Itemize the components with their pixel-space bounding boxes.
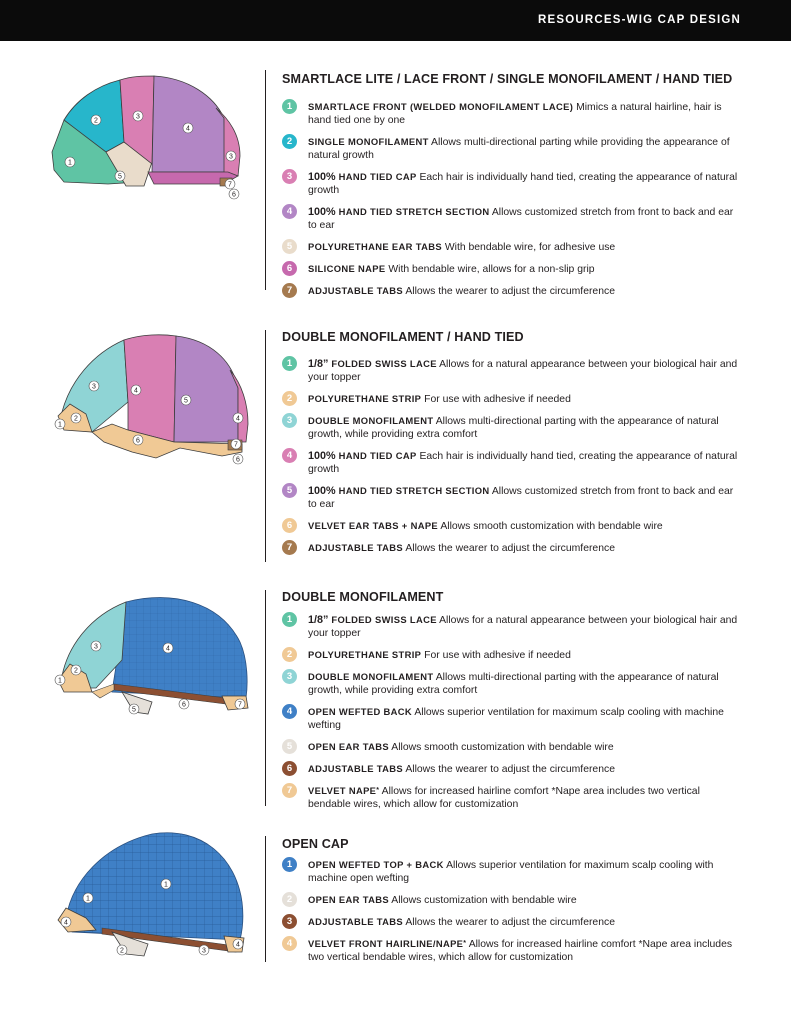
feature-description: Allows for a natural appearance between your biological hair and your topper — [308, 615, 738, 639]
svg-text:4: 4 — [166, 645, 170, 653]
feature-term-prefix: 1/8” — [308, 614, 329, 626]
feature-item — [282, 648, 742, 662]
feature-item — [282, 519, 742, 533]
feature-term: ADJUSTABLE TABS — [308, 285, 404, 296]
feature-term: VELVET EAR TABS + NAPE — [308, 520, 439, 531]
svg-text:3: 3 — [229, 153, 233, 161]
number-badge: 1 — [282, 857, 297, 872]
feature-item — [282, 784, 742, 811]
feature-description: Allows customization with bendable wire — [388, 895, 577, 906]
feature-term: FOLDED SWISS LACE — [328, 358, 437, 369]
feature-list — [282, 100, 742, 298]
number-badge: 4 — [282, 704, 297, 719]
number-badge: 2 — [282, 647, 297, 662]
feature-term: ADJUSTABLE TABS — [308, 916, 404, 927]
feature-description: Allows for increased hairline comfort *Nape area includes two vertical bendable wires, which allow for customization — [308, 786, 700, 810]
feature-item — [282, 205, 742, 232]
feature-item — [282, 135, 742, 162]
feature-item — [282, 893, 742, 907]
feature-description: Allows the wearer to adjust the circumference — [403, 286, 615, 297]
feature-item — [282, 762, 742, 776]
feature-term: POLYURETHANE STRIP — [308, 649, 422, 660]
feature-description: Mimics a natural hairline, hair is hand tied one by one — [308, 102, 722, 126]
feature-description: With bendable wire, allows for a non-slip grip — [385, 264, 595, 275]
feature-item — [282, 449, 742, 476]
svg-text:2: 2 — [94, 117, 98, 125]
section-title: DOUBLE MONOFILAMENT — [282, 590, 444, 604]
number-badge: 7 — [282, 783, 297, 798]
feature-description: Allows multi-directional parting with the appearance of natural growth, while providing extra comfort — [308, 672, 719, 696]
asterisk: * — [376, 787, 380, 794]
feature-term: HAND TIED CAP — [335, 171, 417, 182]
feature-term: POLYURETHANE EAR TABS — [308, 241, 442, 252]
number-badge: 6 — [282, 518, 297, 533]
svg-text:4: 4 — [236, 415, 240, 423]
svg-text:7: 7 — [234, 441, 238, 449]
feature-item — [282, 100, 742, 127]
feature-item — [282, 858, 742, 885]
feature-item — [282, 414, 742, 441]
feature-description: Allows smooth customization with bendable wire — [388, 742, 614, 753]
feature-term: OPEN WEFTED TOP + BACK — [308, 859, 444, 870]
feature-term: DOUBLE MONOFILAMENT — [308, 415, 434, 426]
feature-description: Allows for increased hairline comfort *Nape area includes two vertical bendable wires, which allow for customization — [308, 939, 733, 963]
section-divider — [265, 70, 266, 290]
section-title: DOUBLE MONOFILAMENT / HAND TIED — [282, 330, 524, 344]
feature-item — [282, 705, 742, 732]
feature-item — [282, 937, 742, 964]
feature-term-prefix: 100% — [308, 206, 336, 218]
svg-text:1: 1 — [86, 895, 90, 903]
svg-text:1: 1 — [58, 677, 62, 685]
svg-text:4: 4 — [134, 387, 138, 395]
svg-text:3: 3 — [202, 947, 206, 955]
feature-term-prefix: 1/8” — [308, 358, 329, 370]
feature-description: Allows customized stretch from front to back and ear to ear — [308, 486, 734, 510]
svg-text:5: 5 — [132, 706, 136, 714]
svg-text:1: 1 — [164, 881, 168, 889]
svg-text:6: 6 — [236, 456, 240, 464]
feature-term: VELVET NAPE — [308, 785, 377, 796]
number-badge: 3 — [282, 914, 297, 929]
svg-text:3: 3 — [92, 383, 96, 391]
svg-text:6: 6 — [136, 437, 140, 445]
cap-illustration-smartlace — [48, 72, 248, 204]
number-badge: 7 — [282, 540, 297, 555]
feature-item — [282, 915, 742, 929]
svg-text:2: 2 — [74, 415, 78, 423]
feature-term: SILICONE NAPE — [308, 263, 386, 274]
feature-description: Allows the wearer to adjust the circumference — [403, 764, 615, 775]
svg-text:6: 6 — [232, 191, 236, 199]
feature-item — [282, 613, 742, 640]
feature-description: For use with adhesive if needed — [421, 650, 571, 661]
section-title: SMARTLACE LITE / LACE FRONT / SINGLE MONOFILAMENT / HAND TIED — [282, 72, 733, 86]
svg-text:4: 4 — [236, 941, 240, 949]
asterisk: * — [463, 940, 467, 947]
feature-description: Allows multi-directional parting with the appearance of natural growth, while providing extra comfort — [308, 416, 719, 440]
feature-item — [282, 240, 742, 254]
feature-item — [282, 262, 742, 276]
number-badge: 2 — [282, 892, 297, 907]
svg-text:4: 4 — [64, 919, 68, 927]
number-badge: 7 — [282, 283, 297, 298]
section-title: OPEN CAP — [282, 837, 349, 851]
feature-item — [282, 357, 742, 384]
svg-text:4: 4 — [186, 125, 190, 133]
feature-term: OPEN WEFTED BACK — [308, 706, 413, 717]
number-badge: 1 — [282, 356, 297, 371]
svg-text:1: 1 — [58, 421, 62, 429]
svg-text:5: 5 — [184, 397, 188, 405]
feature-term: HAND TIED STRETCH SECTION — [335, 485, 490, 496]
feature-description: Allows for a natural appearance between your biological hair and your topper — [308, 359, 738, 383]
number-badge: 3 — [282, 669, 297, 684]
feature-description: Allows multi-directional parting while providing the appearance of natural growth — [308, 137, 730, 161]
number-badge: 3 — [282, 169, 297, 184]
feature-description: For use with adhesive if needed — [421, 394, 571, 405]
cap-illustration-open-cap — [52, 828, 252, 964]
number-badge: 5 — [282, 483, 297, 498]
feature-term: HAND TIED STRETCH SECTION — [335, 206, 490, 217]
number-badge: 6 — [282, 261, 297, 276]
cap-region-5-lavender — [174, 336, 238, 442]
feature-item — [282, 670, 742, 697]
feature-term: OPEN EAR TABS — [308, 741, 389, 752]
header-bar — [0, 0, 791, 41]
svg-text:1: 1 — [68, 159, 72, 167]
number-badge: 5 — [282, 739, 297, 754]
feature-description: Allows superior ventilation for maximum scalp cooling with machine wefting — [308, 707, 724, 731]
feature-item — [282, 392, 742, 406]
feature-term: SMARTLACE FRONT (WELDED MONOFILAMENT LACE) — [308, 101, 574, 112]
feature-term-prefix: 100% — [308, 171, 336, 183]
number-badge: 4 — [282, 936, 297, 951]
feature-description: Allows customized stretch from front to back and ear to ear — [308, 207, 734, 231]
feature-list — [282, 357, 742, 555]
feature-description: With bendable wire, for adhesive use — [441, 242, 616, 253]
feature-term: OPEN EAR TABS — [308, 894, 389, 905]
feature-item — [282, 284, 742, 298]
section-divider — [265, 836, 266, 962]
number-badge: 6 — [282, 761, 297, 776]
number-badge: 4 — [282, 448, 297, 463]
feature-item — [282, 740, 742, 754]
feature-term: VELVET FRONT HAIRLINE/NAPE — [308, 938, 464, 949]
svg-text:7: 7 — [228, 181, 232, 189]
number-badge: 2 — [282, 391, 297, 406]
cap-illustration-double-mono-hand-tied — [52, 332, 252, 468]
feature-term: FOLDED SWISS LACE — [328, 614, 437, 625]
feature-list — [282, 613, 742, 811]
feature-term-prefix: 100% — [308, 450, 336, 462]
feature-description: Each hair is individually hand tied, creating the appearance of natural growth — [308, 451, 738, 475]
number-badge: 1 — [282, 612, 297, 627]
number-badge: 2 — [282, 134, 297, 149]
feature-term: DOUBLE MONOFILAMENT — [308, 671, 434, 682]
feature-term: ADJUSTABLE TABS — [308, 763, 404, 774]
svg-text:6: 6 — [182, 701, 186, 709]
feature-description: Allows the wearer to adjust the circumference — [403, 543, 615, 554]
svg-text:3: 3 — [94, 643, 98, 651]
number-badge: 1 — [282, 99, 297, 114]
section-divider — [265, 330, 266, 562]
header-title: RESOURCES-WIG CAP DESIGN — [537, 14, 741, 26]
feature-description: Allows the wearer to adjust the circumference — [403, 917, 615, 928]
feature-term: ADJUSTABLE TABS — [308, 542, 404, 553]
svg-text:7: 7 — [238, 701, 242, 709]
number-badge: 3 — [282, 413, 297, 428]
feature-term-prefix: 100% — [308, 485, 336, 497]
feature-description: Allows superior ventilation for maximum scalp cooling with machine open wefting — [308, 860, 714, 884]
feature-term: SINGLE MONOFILAMENT — [308, 136, 429, 147]
svg-text:5: 5 — [118, 173, 122, 181]
feature-list — [282, 858, 742, 964]
number-badge: 5 — [282, 239, 297, 254]
cap-illustration-double-mono — [52, 592, 252, 724]
section-divider — [265, 590, 266, 806]
svg-text:2: 2 — [74, 667, 78, 675]
number-badge: 4 — [282, 204, 297, 219]
svg-text:3: 3 — [136, 113, 140, 121]
feature-item — [282, 170, 742, 197]
feature-item — [282, 484, 742, 511]
svg-text:2: 2 — [120, 947, 124, 955]
feature-term: HAND TIED CAP — [335, 450, 417, 461]
feature-term: POLYURETHANE STRIP — [308, 393, 422, 404]
feature-description: Allows smooth customization with bendable wire — [438, 521, 663, 532]
feature-item — [282, 541, 742, 555]
feature-description: Each hair is individually hand tied, creating the appearance of natural growth — [308, 172, 738, 196]
